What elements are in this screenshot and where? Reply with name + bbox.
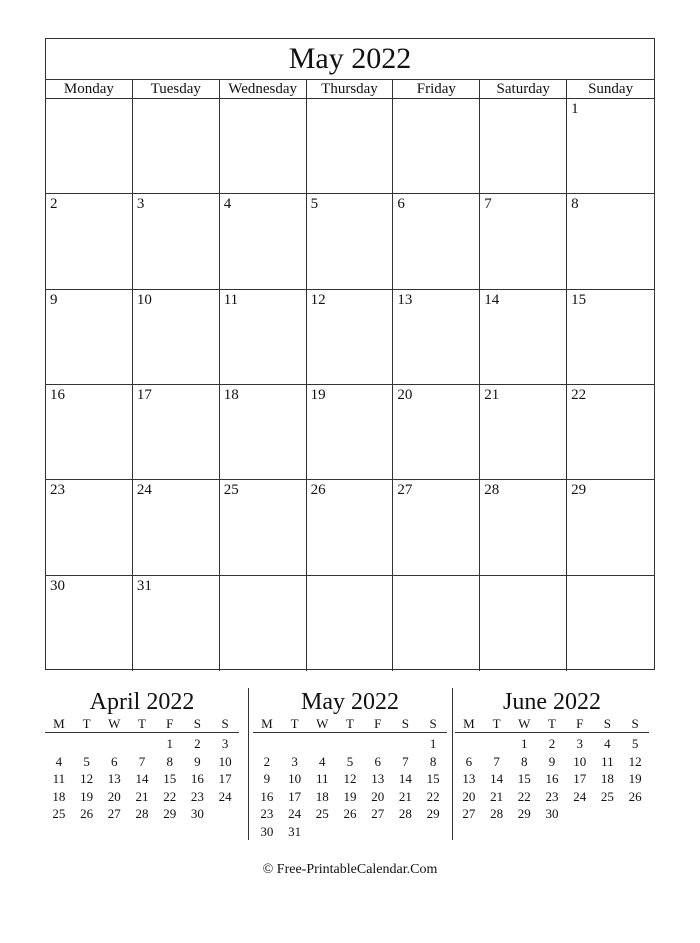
mini-day xyxy=(392,735,420,753)
main-calendar xyxy=(45,38,655,670)
mini-day: 22 xyxy=(163,788,177,804)
weekday-label: Thursday xyxy=(307,80,394,98)
mini-day-grid xyxy=(455,735,649,823)
mini-weekday-label: T xyxy=(492,716,501,731)
mini-day: 4 xyxy=(55,753,63,769)
mini-day: 22 xyxy=(517,788,531,804)
mini-day: 8 xyxy=(429,753,437,769)
mini-divider xyxy=(248,688,249,840)
mini-day: 4 xyxy=(319,753,326,769)
mini-day: 22 xyxy=(426,788,440,804)
day-cell: 14 xyxy=(480,290,567,385)
mini-day: 3 xyxy=(221,736,229,751)
mini-divider xyxy=(452,688,453,840)
day-cell: 7 xyxy=(480,194,567,289)
mini-day: 14 xyxy=(398,771,412,786)
day-cell: 26 xyxy=(307,480,394,575)
day-cell: 9 xyxy=(46,290,133,385)
mini-day: 15 xyxy=(517,771,531,786)
mini-day: 3 xyxy=(291,753,298,769)
mini-calendar-title: May 2022 xyxy=(301,689,399,715)
day-cell xyxy=(307,576,394,671)
day-cell: 18 xyxy=(220,385,307,480)
mini-day xyxy=(364,735,392,753)
mini-day: 7 xyxy=(493,753,500,769)
day-cell: 6 xyxy=(393,194,480,289)
mini-weekday-label: T xyxy=(548,716,556,731)
mini-weekday-label: M xyxy=(53,716,65,731)
mini-day: 18 xyxy=(600,771,614,786)
day-cell: 25 xyxy=(220,480,307,575)
mini-day: 29 xyxy=(163,806,177,821)
mini-day: 30 xyxy=(260,823,274,839)
mini-weekday-row xyxy=(455,716,649,733)
mini-day xyxy=(211,805,239,823)
mini-day: 9 xyxy=(548,753,556,769)
mini-weekday-label: F xyxy=(166,716,174,731)
mini-day xyxy=(594,805,622,823)
weekday-label: Monday xyxy=(46,80,133,98)
mini-day: 11 xyxy=(52,771,66,786)
mini-day xyxy=(483,735,511,753)
day-cell: 29 xyxy=(567,480,654,575)
day-cell xyxy=(220,99,307,194)
mini-weekday-label: S xyxy=(631,716,639,731)
mini-day: 24 xyxy=(288,806,302,821)
day-cell: 24 xyxy=(133,480,220,575)
day-cell: 4 xyxy=(220,194,307,289)
mini-day: 20 xyxy=(462,788,476,804)
day-cell xyxy=(220,576,307,671)
mini-day: 5 xyxy=(83,753,90,769)
mini-day: 21 xyxy=(398,788,412,804)
mini-day xyxy=(281,735,309,753)
mini-day: 5 xyxy=(346,753,354,769)
mini-day: 31 xyxy=(288,823,302,839)
mini-day: 10 xyxy=(573,753,587,769)
weekday-label: Saturday xyxy=(480,80,567,98)
mini-day: 8 xyxy=(521,753,528,769)
mini-day: 30 xyxy=(190,806,204,821)
mini-day: 26 xyxy=(80,806,94,821)
day-cell: 11 xyxy=(220,290,307,385)
day-cell xyxy=(480,576,567,671)
mini-day: 1 xyxy=(429,736,437,751)
mini-day: 11 xyxy=(316,771,329,786)
day-grid xyxy=(46,99,654,671)
day-cell: 31 xyxy=(133,576,220,671)
mini-day: 25 xyxy=(600,788,614,804)
mini-day: 12 xyxy=(80,771,94,786)
day-cell: 12 xyxy=(307,290,394,385)
mini-day: 14 xyxy=(135,771,149,786)
mini-day xyxy=(308,823,336,841)
day-cell: 5 xyxy=(307,194,394,289)
mini-day xyxy=(336,735,364,753)
day-cell: 1 xyxy=(567,99,654,194)
day-cell: 3 xyxy=(133,194,220,289)
mini-weekday-label: F xyxy=(374,716,382,731)
mini-day: 3 xyxy=(576,736,583,751)
mini-day: 17 xyxy=(573,771,587,786)
day-cell: 19 xyxy=(307,385,394,480)
mini-day: 23 xyxy=(260,806,274,821)
day-cell: 15 xyxy=(567,290,654,385)
mini-day: 29 xyxy=(426,806,440,821)
mini-day: 9 xyxy=(263,771,271,786)
mini-day: 1 xyxy=(166,736,173,751)
mini-weekday-label: S xyxy=(603,716,612,731)
weekday-header-row xyxy=(46,80,654,99)
mini-day: 18 xyxy=(52,788,66,804)
day-cell: 8 xyxy=(567,194,654,289)
weekday-label: Tuesday xyxy=(133,80,220,98)
mini-day: 2 xyxy=(263,753,271,769)
mini-day-grid xyxy=(45,735,239,823)
day-cell: 22 xyxy=(567,385,654,480)
mini-weekday-label: T xyxy=(138,716,146,731)
mini-day xyxy=(566,805,594,823)
mini-day: 19 xyxy=(343,788,357,804)
day-cell: 10 xyxy=(133,290,220,385)
mini-weekday-label: W xyxy=(316,716,329,731)
mini-calendar-april xyxy=(45,688,239,823)
day-cell: 17 xyxy=(133,385,220,480)
mini-day: 25 xyxy=(315,806,329,821)
day-cell: 13 xyxy=(393,290,480,385)
mini-day: 6 xyxy=(111,753,118,769)
day-cell xyxy=(480,99,567,194)
mini-day: 8 xyxy=(166,753,173,769)
mini-day xyxy=(621,805,649,823)
day-cell: 28 xyxy=(480,480,567,575)
mini-weekday-row xyxy=(253,716,447,733)
day-cell xyxy=(393,576,480,671)
mini-day xyxy=(419,823,447,841)
mini-calendar-title: April 2022 xyxy=(89,689,195,715)
weekday-label: Friday xyxy=(393,80,480,98)
mini-day: 5 xyxy=(631,736,639,751)
mini-day: 14 xyxy=(490,771,504,786)
mini-day: 28 xyxy=(490,806,504,821)
day-cell: 21 xyxy=(480,385,567,480)
mini-day: 24 xyxy=(218,788,232,804)
day-cell: 20 xyxy=(393,385,480,480)
mini-day: 17 xyxy=(218,771,232,786)
mini-day: 7 xyxy=(138,753,146,769)
mini-day-grid xyxy=(253,735,447,840)
day-cell xyxy=(307,99,394,194)
mini-day: 28 xyxy=(398,806,412,821)
mini-day xyxy=(455,735,483,753)
mini-day: 11 xyxy=(601,753,614,769)
calendar-title: May 2022 xyxy=(46,39,654,80)
mini-weekday-label: T xyxy=(82,716,91,731)
mini-day: 15 xyxy=(426,771,440,786)
mini-day: 25 xyxy=(52,806,66,821)
mini-day: 2 xyxy=(548,736,556,751)
mini-day xyxy=(392,823,420,841)
mini-day: 10 xyxy=(218,753,232,769)
mini-day: 12 xyxy=(628,753,642,769)
mini-weekday-label: S xyxy=(401,716,410,731)
mini-day: 26 xyxy=(628,788,642,804)
day-cell xyxy=(393,99,480,194)
mini-day: 15 xyxy=(163,771,177,786)
day-cell: 30 xyxy=(46,576,133,671)
mini-day xyxy=(336,823,364,841)
weekday-label: Sunday xyxy=(588,81,634,97)
mini-day: 30 xyxy=(545,806,559,821)
mini-calendar-title: June 2022 xyxy=(503,689,601,715)
mini-day: 1 xyxy=(521,736,528,751)
mini-day xyxy=(308,735,336,753)
mini-day: 27 xyxy=(462,806,476,821)
mini-weekday-label: W xyxy=(108,716,121,731)
mini-day: 20 xyxy=(107,788,121,804)
mini-day: 6 xyxy=(374,753,381,769)
mini-day xyxy=(45,735,73,753)
mini-day: 12 xyxy=(343,771,357,786)
mini-day: 23 xyxy=(545,788,559,804)
day-cell: 2 xyxy=(46,194,133,289)
mini-day: 9 xyxy=(194,753,201,769)
mini-day: 27 xyxy=(371,806,385,821)
mini-day: 29 xyxy=(517,806,531,821)
day-cell xyxy=(46,99,133,194)
mini-day: 4 xyxy=(604,736,611,751)
mini-day: 10 xyxy=(288,771,302,786)
day-cell: 27 xyxy=(393,480,480,575)
day-cell xyxy=(567,576,654,671)
mini-day: 24 xyxy=(573,788,587,804)
mini-day: 26 xyxy=(343,806,357,821)
mini-day: 16 xyxy=(260,788,274,804)
mini-day: 19 xyxy=(80,788,94,804)
weekday-label: Wednesday xyxy=(220,80,307,98)
mini-day: 19 xyxy=(628,771,642,786)
copyright-footer: © Free-PrintableCalendar.Com xyxy=(262,862,438,877)
mini-day: 13 xyxy=(462,771,476,786)
mini-day: 21 xyxy=(490,788,504,804)
mini-day xyxy=(100,735,128,753)
mini-calendar-june xyxy=(455,688,649,823)
mini-day: 16 xyxy=(545,771,559,786)
mini-day xyxy=(73,735,101,753)
mini-day: 6 xyxy=(465,753,473,769)
day-cell: 16 xyxy=(46,385,133,480)
mini-day: 2 xyxy=(194,736,201,751)
mini-day xyxy=(253,735,281,753)
mini-day: 28 xyxy=(135,806,149,821)
mini-day xyxy=(128,735,156,753)
mini-day: 13 xyxy=(371,771,385,786)
mini-day: 13 xyxy=(107,771,121,786)
mini-weekday-label: T xyxy=(290,716,299,731)
mini-weekday-label: F xyxy=(576,716,584,731)
mini-day: 27 xyxy=(107,806,121,821)
mini-weekday-label: S xyxy=(221,716,229,731)
mini-day xyxy=(364,823,392,841)
mini-day: 16 xyxy=(190,771,204,786)
day-cell: 23 xyxy=(46,480,133,575)
mini-day: 23 xyxy=(190,788,204,804)
mini-day: 17 xyxy=(288,788,302,804)
mini-weekday-label: S xyxy=(429,716,437,731)
mini-day: 7 xyxy=(402,753,409,769)
mini-weekday-label: M xyxy=(463,716,475,731)
mini-day: 18 xyxy=(315,788,329,804)
mini-weekday-label: M xyxy=(261,716,273,731)
mini-day: 21 xyxy=(135,788,149,804)
mini-weekday-row xyxy=(45,716,239,733)
mini-calendar-may xyxy=(253,688,447,840)
day-cell xyxy=(133,99,220,194)
mini-weekday-label: S xyxy=(193,716,202,731)
mini-day: 20 xyxy=(371,788,385,804)
mini-weekday-label: T xyxy=(346,716,354,731)
mini-weekday-label: W xyxy=(518,716,531,731)
